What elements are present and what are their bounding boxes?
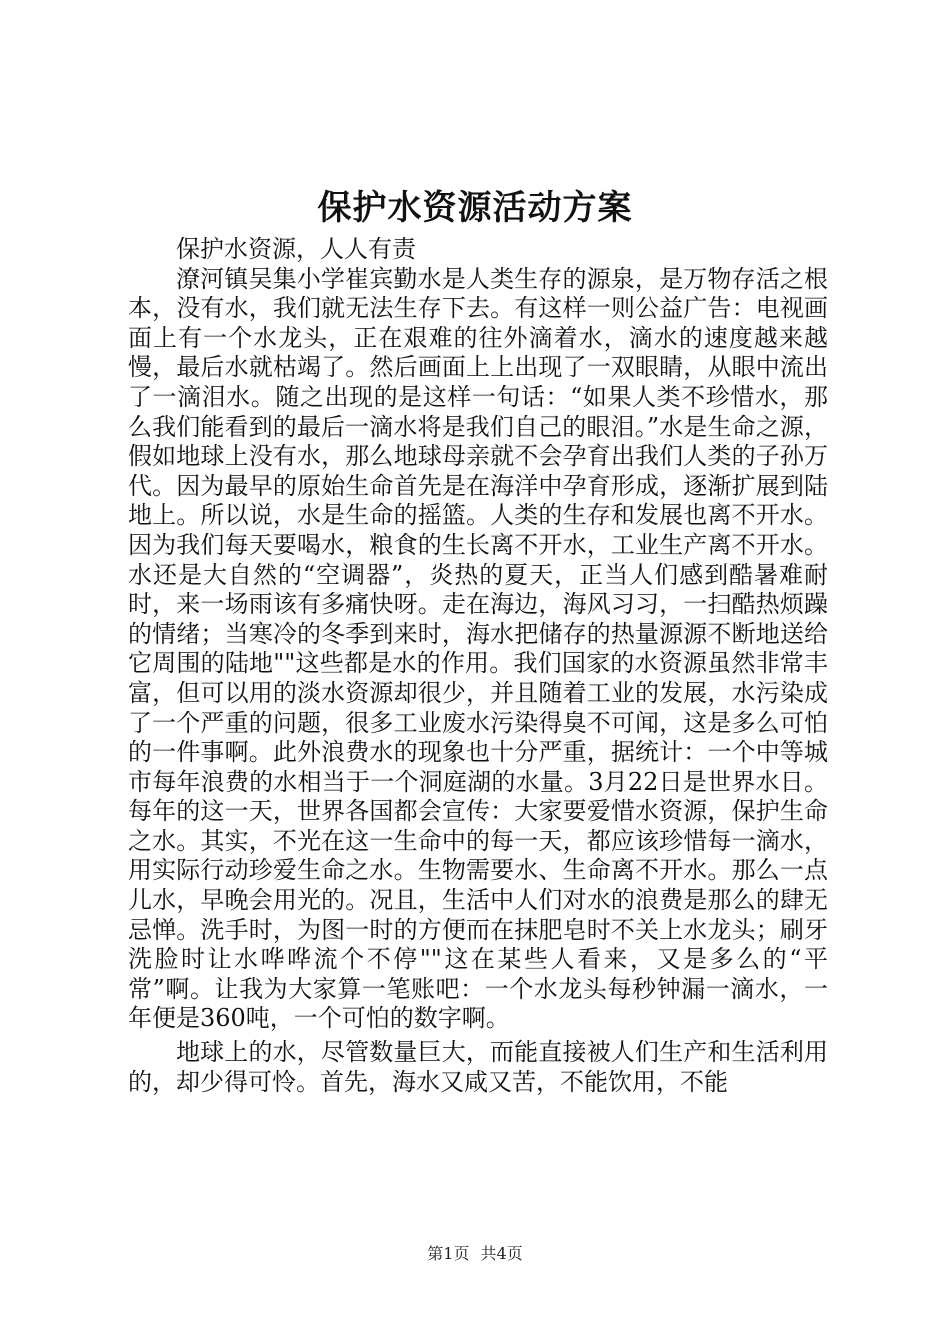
paragraph-main: 潦河镇吴集小学崔宾勤水是人类生存的源泉，是万物存活之根本，没有水，我们就无法生存下去。有这样一则公益广告：电视画面上有一个水龙头，正在艰难的往外滴着水，滴水的速度越来越慢，最后水就枯竭了。然后画面上上出现了一双眼睛，从眼中流出了一滴泪水。随之出现的是这样一句话：“如果人类不珍惜水，那么我们能看到的最后一滴水将是我们自己的眼泪。”水是生命之源，假如地球上没有水，那么地球母亲就不会孕育出我们人类的子孙万代。因为最早的原始生命首先是在海洋中孕育形成，逐渐扩展到陆地上。所以说，水是生命的摇篮。人类的生存和发展也离不开水。因为我们每天要喝水，粮食的生长离不开水，工业生产离不开水。水还是大自然的“空调器”，炎热的夏天，正当人们感到酷暑难耐时，来一场雨该有多痛快呀。走在海边，海风习习，一扫酷热烦躁的情绪；当寒冷的冬季到来时，海水把储存的热量源源不断地送给它周围的陆地""这些都是水的作用。我们国家的水资源虽然非常丰富，但可以用的淡水资源却很少，并且随着工业的发展，水污染成了一个严重的问题，很多工业废水污染得臭不可闻，这是多么可怕的一件事啊。此外浪费水的现象也十分严重，据统计：一个中等城市每年浪费的水相当于一个洞庭湖的水量。3月22日是世界水日。每年的这一天，世界各国都会宣传：大家要爱惜水资源，保护生命之水。其实，不光在这一生命中的每一天，都应该珍惜每一滴水，用实际行动珍爱生命之水。生物需要水、生命离不开水。那么一点儿水，早晚会用光的。况且，生活中人们对水的浪费是那么的肆无忌惮。洗手时，为图一时的方便而在抹肥皂时不关上水龙头；刷牙洗脸时让水哗哗流个不停""这在某些人看来，又是多么的“平常”啊。让我为大家算一笔账吧：一个水龙头每秒钟漏一滴水，一年便是360吨，一个可怕的数字啊。 bbox=[128, 264, 828, 1033]
paragraph-subtitle: 保护水资源，人人有责 bbox=[176, 235, 416, 263]
page-total: 共4页 bbox=[480, 1244, 523, 1263]
document-title: 保护水资源活动方案 bbox=[317, 188, 633, 228]
page-number: 第1页 bbox=[427, 1244, 470, 1263]
document-body bbox=[128, 235, 828, 1097]
page-footer bbox=[0, 1244, 950, 1264]
paragraph-continued: 地球上的水，尽管数量巨大，而能直接被人们生产和生活利用的，却少得可怜。首先，海水又咸又苦，不能饮用，不能 bbox=[128, 1038, 828, 1096]
